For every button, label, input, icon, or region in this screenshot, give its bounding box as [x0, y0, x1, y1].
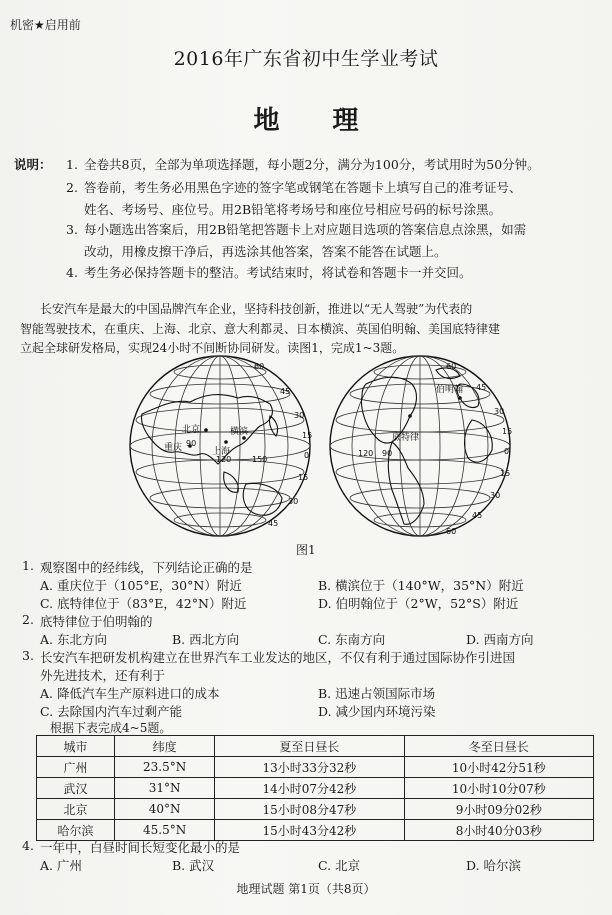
latitude-label: 45 — [268, 519, 279, 528]
table-cell: 广州 — [37, 757, 115, 778]
option-c: C. 底特律位于（83°E，42°N）附近 — [40, 596, 247, 611]
instruction-line: 全卷共8页，全部为单项选择题，每小题2分，满分为100分，考试用时为50分钟。 — [84, 157, 540, 172]
page-footer: 地理试题 第1页（共8页） — [236, 882, 376, 896]
instruction-number: 1. — [66, 157, 78, 172]
globe-north-atlantic — [330, 356, 512, 536]
option-d: D. 减少国内环境污染 — [318, 704, 436, 719]
longitude-label: 120 — [358, 449, 374, 458]
question-stem: 观察图中的经纬线，下列结论正确的是 — [40, 560, 253, 575]
latitude-label: 30 — [294, 411, 305, 420]
option-a: A. 东北方向 — [40, 632, 108, 647]
option-d: D. 西南方向 — [466, 632, 534, 647]
latitude-label: 30 — [494, 407, 505, 416]
table-intro: 根据下表完成4~5题。 — [50, 721, 172, 735]
column-header-summer-solstice: 夏至日昼长 — [215, 736, 404, 757]
table-cell: 45.5°N — [114, 820, 214, 841]
instructions-prefix: 说明： — [14, 157, 52, 172]
subject-title: 地 理 — [253, 106, 381, 136]
table-cell: 23.5°N — [114, 757, 214, 778]
latitude-label: 45 — [280, 387, 291, 396]
option-b: B. 武汉 — [172, 858, 215, 873]
latitude-label: 15 — [302, 431, 313, 440]
instruction-line: 答卷前，考生务必用黑色字迹的签字笔或钢笔在答题卡上填写自己的准考证号、 — [84, 180, 522, 195]
option-b: B. 迅速占领国际市场 — [318, 686, 436, 701]
question-stem: 长安汽车把研发机构建立在世界汽车工业发达的地区，不仅有利于通过国际协作引进国 — [40, 650, 516, 665]
intro-line: 智能驾驶技术，在重庆、上海、北京、意大利都灵、日本横滨、英国伯明翰、美国底特律建 — [20, 322, 501, 336]
latitude-label: 60 — [446, 527, 457, 536]
globe-eastern-asia — [130, 356, 312, 536]
instruction-number: 4. — [66, 265, 78, 280]
longitude-label: 90 — [382, 449, 393, 458]
latitude-label: 45 — [472, 511, 483, 520]
longitude-label: 90 — [186, 439, 197, 448]
figure-1-globes — [120, 354, 520, 540]
question-number: 3. — [22, 648, 34, 663]
table-cell: 武汉 — [37, 778, 115, 799]
city-label-yokohama: 横滨 — [230, 427, 249, 437]
option-d: D. 哈尔滨 — [466, 858, 522, 873]
latitude-label: 45 — [476, 383, 487, 392]
intro-line: 立起全球研发格局，实现24小时不间断协同研发。读图1，完成1~3题。 — [20, 341, 405, 355]
latitude-label: 0 — [504, 447, 510, 456]
table-cell: 14小时07分42秒 — [215, 778, 404, 799]
table-cell: 北京 — [37, 799, 115, 820]
instruction-number: 3. — [66, 222, 78, 237]
question-stem-continued: 外先进技术，还有利于 — [40, 668, 166, 683]
city-label-chongqing: 重庆 — [164, 443, 183, 453]
city-label-detroit: 底特律 — [392, 433, 420, 443]
table-cell: 40°N — [114, 799, 214, 820]
intro-line: 长安汽车是最大的中国品牌汽车企业，坚持科技创新，推进以“无人驾驶”为代表的 — [40, 302, 473, 316]
table-cell: 8小时40分03秒 — [404, 820, 593, 841]
table-cell: 10小时42分51秒 — [404, 757, 593, 778]
option-a: A. 重庆位于（105°E，30°N）附近 — [40, 578, 242, 593]
option-c: C. 北京 — [318, 858, 361, 873]
instruction-line: 姓名、考场号、座位号。用2B铅笔将考场号和座位号相应号码的标号涂黑。 — [84, 202, 502, 217]
question-stem: 底特律位于伯明翰的 — [40, 614, 153, 629]
table-cell: 13小时33分32秒 — [215, 757, 404, 778]
latitude-label: 30 — [490, 491, 501, 500]
table-cell: 15小时43分42秒 — [215, 820, 404, 841]
city-label-shanghai: 上海 — [212, 447, 231, 457]
option-b: B. 横滨位于（140°W，35°N）附近 — [318, 578, 524, 593]
column-header-city: 城市 — [37, 736, 115, 757]
question-number: 4. — [22, 838, 34, 853]
option-a: A. 降低汽车生产原料进口的成本 — [40, 686, 220, 701]
table-cell: 31°N — [114, 778, 214, 799]
option-a: A. 广州 — [40, 858, 83, 873]
latitude-label: 30 — [288, 497, 299, 506]
column-header-latitude: 纬度 — [114, 736, 214, 757]
table-cell: 10小时10分07秒 — [404, 778, 593, 799]
question-number: 1. — [22, 558, 34, 573]
table-cell: 15小时08分47秒 — [215, 799, 404, 820]
table-row — [37, 778, 594, 799]
table-cell: 哈尔滨 — [37, 820, 115, 841]
city-label-beijing: 北京 — [182, 425, 201, 435]
table-row — [37, 799, 594, 820]
exam-title: 2016年广东省初中生学业考试 — [173, 48, 439, 70]
latitude-label: 15 — [500, 469, 511, 478]
instruction-line: 考生务必保持答题卡的整洁。考试结束时，将试卷和答题卡一并交回。 — [84, 265, 472, 280]
table-header-row — [37, 736, 594, 757]
figure-caption: 图1 — [296, 543, 316, 557]
latitude-label: 15 — [298, 473, 309, 482]
instruction-line: 每小题选出答案后，用2B铅笔把答题卡上对应题目选项的答案信息点涂黑，如需 — [84, 222, 527, 237]
question-number: 2. — [22, 612, 34, 627]
table-row — [37, 757, 594, 778]
latitude-label: 15 — [502, 427, 513, 436]
latitude-label: 60 — [446, 362, 457, 371]
confidential-label: 机密★启用前 — [10, 18, 81, 32]
column-header-winter-solstice: 冬至日昼长 — [404, 736, 593, 757]
option-c: C. 东南方向 — [318, 632, 386, 647]
option-c: C. 去除国内汽车过剩产能 — [40, 704, 183, 719]
latitude-label: 60 — [254, 362, 265, 371]
option-b: B. 西北方向 — [172, 632, 240, 647]
latitude-label: 0 — [304, 451, 310, 460]
table-cell: 9小时09分02秒 — [404, 799, 593, 820]
question-stem: 一年中，白昼时间长短变化最小的是 — [40, 840, 241, 855]
day-length-table — [36, 735, 594, 841]
longitude-label: 150 — [252, 455, 268, 464]
longitude-label: 120 — [216, 455, 232, 464]
option-d: D. 伯明翰位于（2°W，52°S）附近 — [318, 596, 519, 611]
city-label-birmingham: 伯明翰 — [436, 385, 464, 395]
instruction-line: 改动，用橡皮擦干净后，再选涂其他答案，答案不能答在试题上。 — [84, 244, 447, 259]
instruction-number: 2. — [66, 180, 78, 195]
